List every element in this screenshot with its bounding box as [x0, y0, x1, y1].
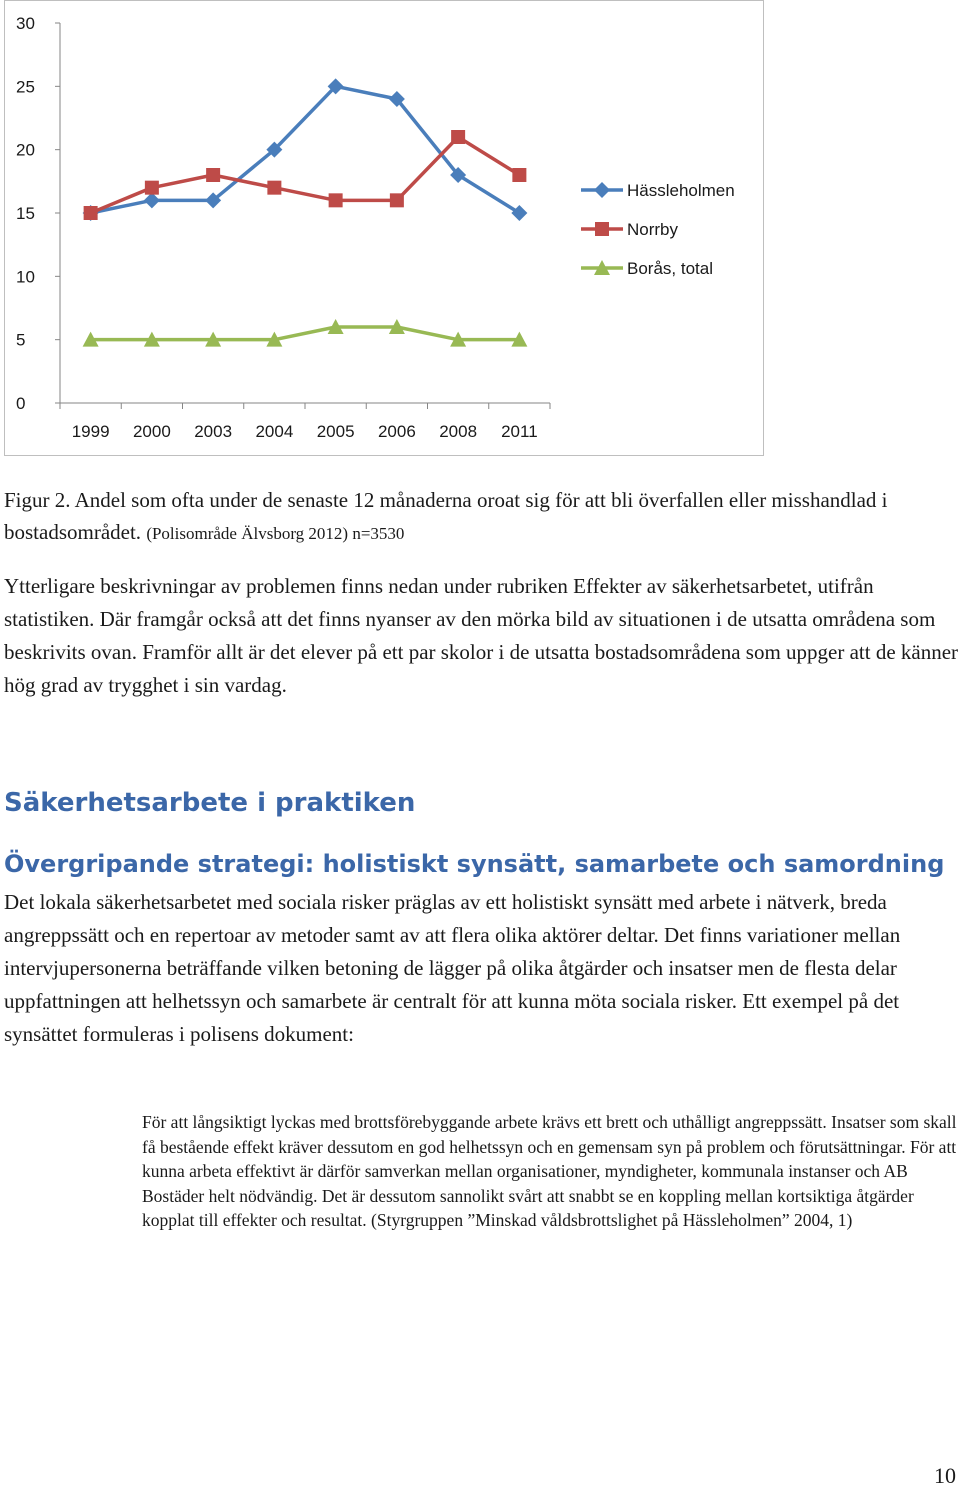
- data-point-norrby: [84, 206, 98, 220]
- data-point-hässleholmen: [511, 205, 527, 221]
- x-tick-label: 2011: [501, 422, 538, 441]
- x-tick-label: 1999: [71, 422, 110, 441]
- paragraph-statistics: Ytterligare beskrivningar av problemen finns nedan under rubriken Effekter av säkerhetsarbetet, utifrån statistiken. Där framgår också att det finns nyanser av den mörka bild av situationen i de utsatta områdena som beskrivits ovan. Framför allt är det elever på ett par skolor i de utsatta bostadsområdena som uppger att de känner hög grad av trygghet i sin vardag.: [4, 574, 959, 697]
- paragraph-strategy: Det lokala säkerhetsarbetet med sociala risker präglas av ett holistiskt synsätt med arbete i nätverk, breda angreppssätt och en repertoar av metoder samt av att flera olika aktörer deltar. Det finns variationer mellan intervjupersonerna beträffande vilken betoning de lägger på olika åtgärder och insatser men de flesta delar uppfattningen att helhetssyn och samarbete är centralt för att kunna möta sociala risker. Ett exempel på det synsättet formuleras i polisens dokument:: [4, 890, 901, 1046]
- y-tick-label: 20: [16, 140, 35, 160]
- legend-marker-hässleholmen: [594, 182, 610, 198]
- data-point-norrby: [390, 193, 404, 207]
- block-quote: För att långsiktigt lyckas med brottsförebyggande arbete krävs ett brett och uthålligt angreppssätt. Insatser som skall få bestående effekt kräver dessutom en god helhetssyn och en gemensam syn på problem och förutsättningar. För att kunna arbeta effektivt är därför samverkan mellan organisationer, myndigheter, kommunala instanser och AB Bostäder helt nödvändig. Det är dessutom sannolikt svårt att snabbt se en koppling mellan kortsiktiga åtgärder kopplat till effekter och resultat. (Styrgruppen ”Minskad våldsbrottslighet på Hässleholmen” 2004, 1): [142, 1112, 957, 1230]
- y-tick-label: 10: [16, 267, 35, 287]
- data-point-norrby: [512, 168, 526, 182]
- x-tick-label: 2006: [377, 422, 416, 441]
- data-point-norrby: [451, 130, 465, 144]
- data-point-norrby: [145, 181, 159, 195]
- figure-caption: [4, 484, 954, 550]
- line-chart: [5, 1, 765, 457]
- y-tick-label: 30: [16, 14, 35, 33]
- y-tick-label: 15: [16, 204, 35, 223]
- x-tick-label: 2005: [316, 422, 355, 441]
- data-point-norrby: [329, 193, 343, 207]
- section-heading: Säkerhetsarbete i praktiken: [4, 788, 416, 818]
- x-tick-label: 2004: [255, 422, 294, 441]
- subsection-heading: Övergripande strategi: holistiskt synsätt, samarbete och samordning: [4, 850, 945, 878]
- legend-marker-norrby: [595, 222, 609, 236]
- data-point-hässleholmen: [144, 192, 160, 208]
- legend-label-borås-total: Borås, total: [627, 259, 713, 278]
- x-tick-label: 2003: [194, 422, 233, 441]
- chart-frame: [4, 0, 764, 456]
- y-tick-label: 25: [16, 77, 35, 97]
- page-number: 10: [934, 1463, 956, 1488]
- x-tick-label: 2008: [439, 422, 478, 441]
- caption-text: Figur 2. Andel som ofta under de senaste 12 månaderna oroat sig för att bli överfallen eller misshandlad i bostadsområdet.: [4, 488, 888, 544]
- legend-label-norrby: Norrby: [627, 220, 679, 239]
- caption-source: (Polisområde Älvsborg 2012) n=3530: [146, 524, 405, 543]
- data-point-norrby: [267, 181, 281, 195]
- y-tick-label: 0: [16, 394, 26, 413]
- data-point-norrby: [206, 168, 220, 182]
- y-tick-label: 5: [16, 330, 26, 350]
- x-tick-label: 2000: [132, 422, 171, 441]
- legend-label-hässleholmen: Hässleholmen: [627, 181, 735, 200]
